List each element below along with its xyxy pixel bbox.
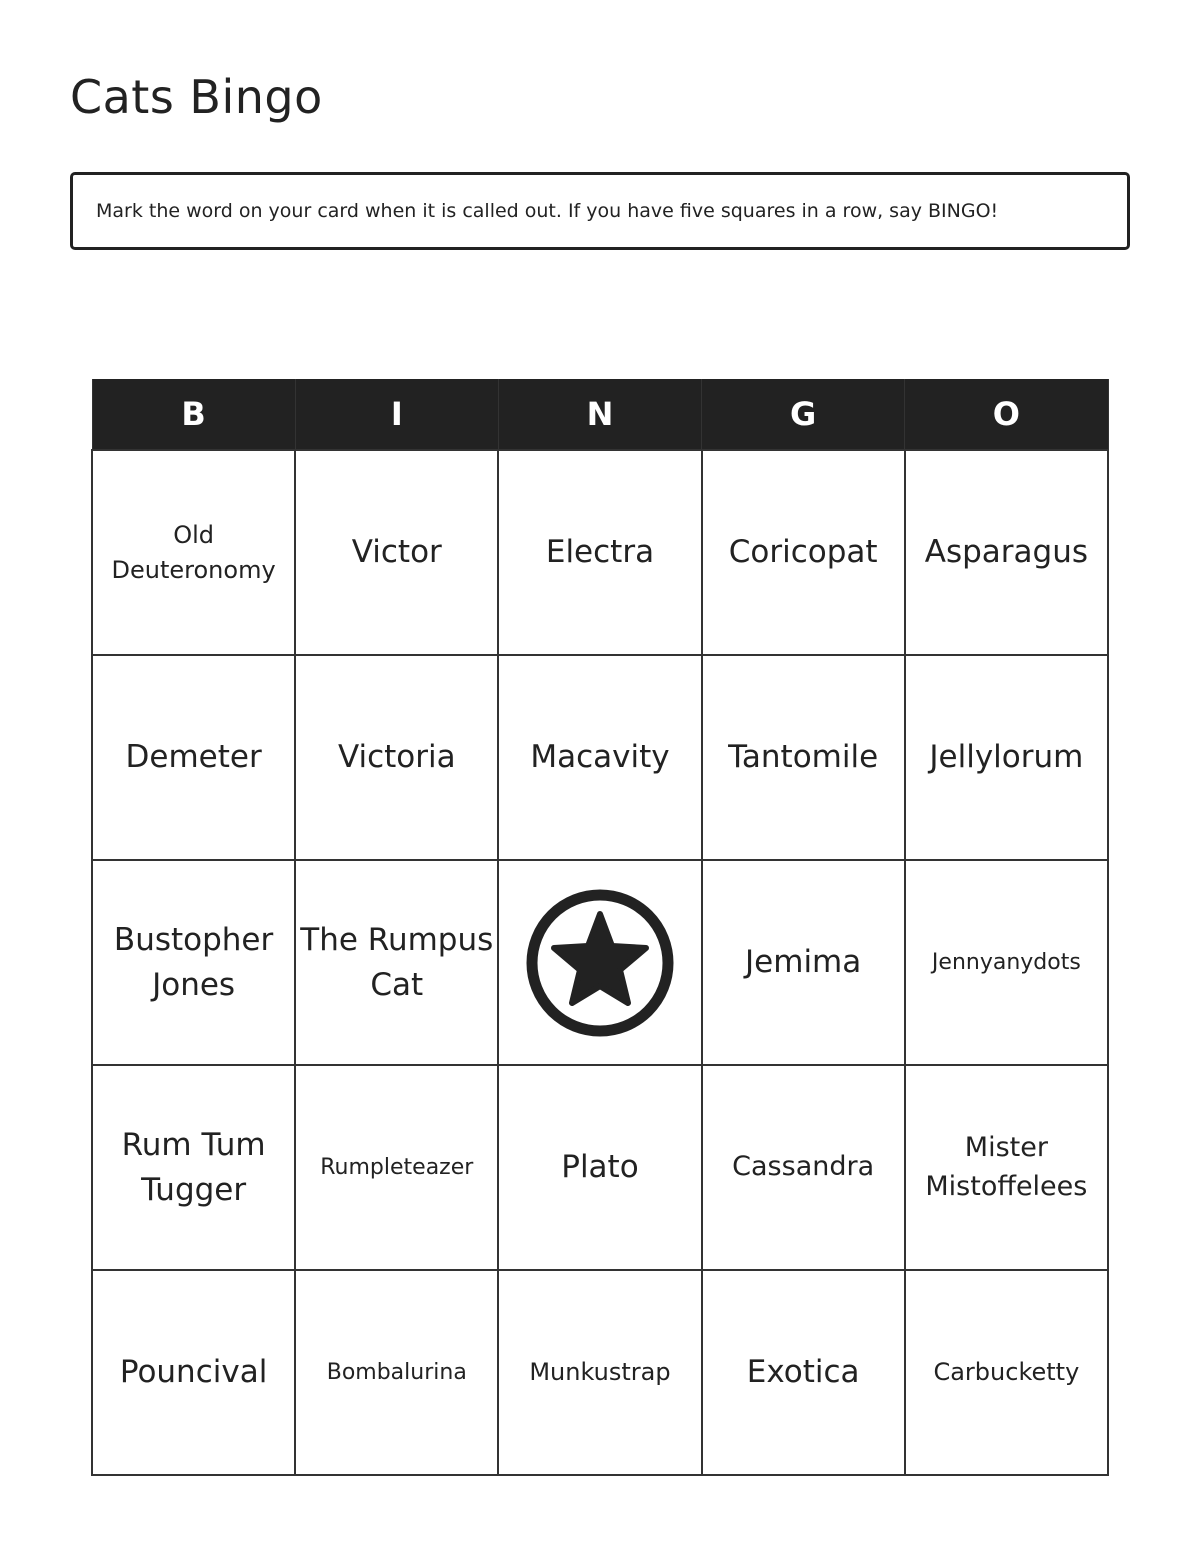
bingo-cell[interactable]: Jennyanydots [905,860,1108,1065]
bingo-cell[interactable]: Mister Mistoffelees [905,1065,1108,1270]
bingo-row [92,655,1108,860]
bingo-cell[interactable]: Macavity [498,655,701,860]
header-o: O [905,379,1108,450]
page-title: Cats Bingo [70,70,323,124]
bingo-cell[interactable]: Victor [295,450,498,655]
bingo-row [92,1065,1108,1270]
header-i: I [295,379,498,450]
free-space-cell[interactable] [498,860,701,1065]
bingo-row [92,1270,1108,1475]
bingo-cell[interactable]: Old Deuteronomy [92,450,295,655]
bingo-cell[interactable]: Rum Tum Tugger [92,1065,295,1270]
bingo-cell[interactable]: Jemima [702,860,905,1065]
bingo-cell[interactable]: Carbucketty [905,1270,1108,1475]
bingo-cell[interactable]: Plato [498,1065,701,1270]
bingo-cell[interactable]: Demeter [92,655,295,860]
bingo-cell[interactable]: Asparagus [905,450,1108,655]
bingo-card [91,379,1109,1476]
header-b: B [92,379,295,450]
bingo-cell[interactable]: Jellylorum [905,655,1108,860]
bingo-cell[interactable]: Bustopher Jones [92,860,295,1065]
header-row [92,379,1108,450]
bingo-cell[interactable]: Bombalurina [295,1270,498,1475]
star-in-circle-icon [525,888,675,1038]
bingo-row [92,860,1108,1065]
bingo-cell[interactable]: Pouncival [92,1270,295,1475]
header-n: N [498,379,701,450]
bingo-cell[interactable]: Electra [498,450,701,655]
header-g: G [702,379,905,450]
bingo-cell[interactable]: Victoria [295,655,498,860]
bingo-cell[interactable]: Exotica [702,1270,905,1475]
bingo-row [92,450,1108,655]
bingo-cell[interactable]: Rumpleteazer [295,1065,498,1270]
bingo-cell[interactable]: Tantomile [702,655,905,860]
instructions-box [70,172,1130,250]
instructions-text: Mark the word on your card when it is called out. If you have five squares in a row, say BINGO! [96,200,999,222]
bingo-cell[interactable]: The Rumpus Cat [295,860,498,1065]
bingo-cell[interactable]: Munkustrap [498,1270,701,1475]
bingo-cell[interactable]: Cassandra [702,1065,905,1270]
bingo-cell[interactable]: Coricopat [702,450,905,655]
